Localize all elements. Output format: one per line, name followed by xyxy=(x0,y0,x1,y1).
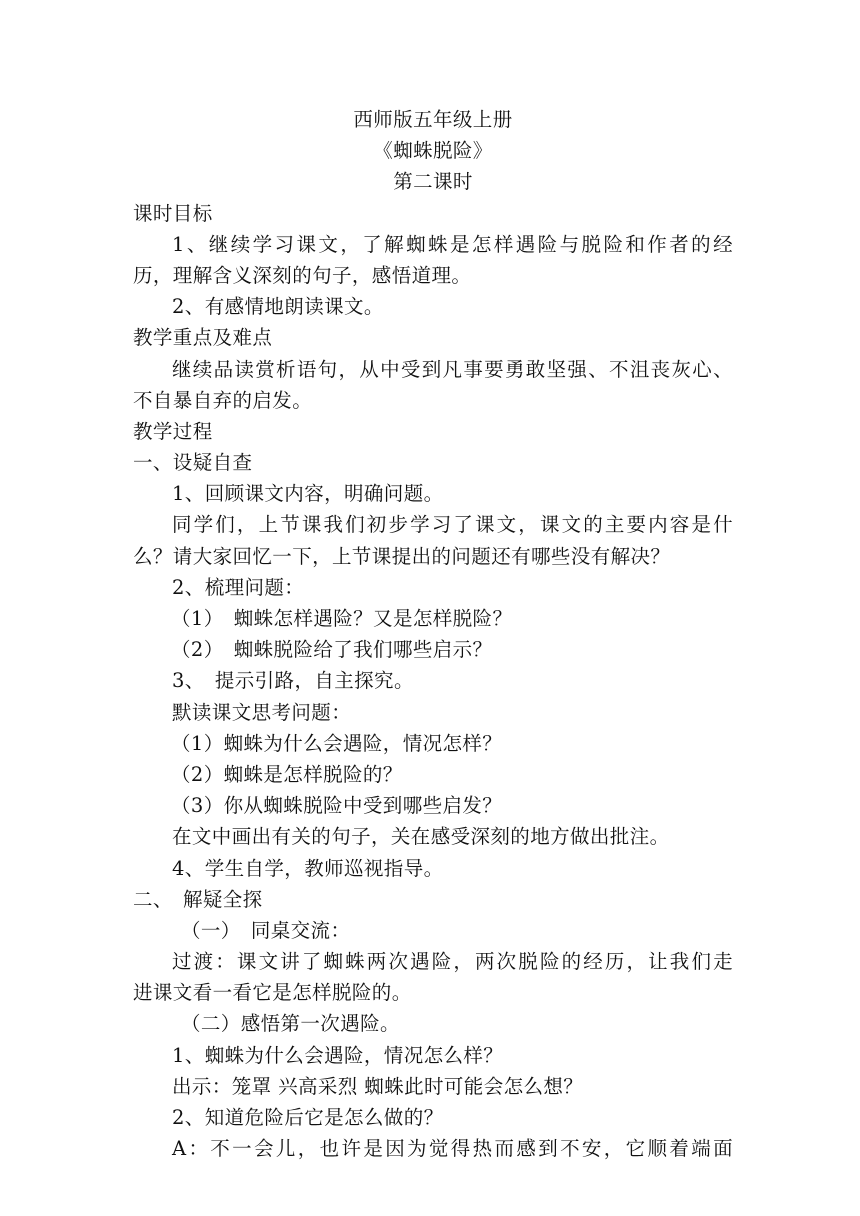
paragraph-line: 默读课文思考问题： xyxy=(172,700,352,724)
paragraph-line: 1、回顾课文内容，明确问题。 xyxy=(172,482,444,506)
paragraph-line: 么？请大家回忆一下，上节课提出的问题还有哪些没有解决？ xyxy=(133,544,671,568)
paragraph-line: A：不一会儿，也许是因为觉得热而感到不安，它顺着端面 xyxy=(172,1137,733,1161)
subsection-heading: 一、设疑自查 xyxy=(133,451,253,475)
subsection-heading: 二、 解疑全探 xyxy=(133,887,263,911)
document-body xyxy=(133,104,733,1164)
list-item: （1） 蜘蛛怎样遇险？又是怎样脱险？ xyxy=(171,607,513,630)
document-title: 《蜘蛛脱险》 xyxy=(373,139,493,163)
paragraph-line: 历，理解含义深刻的句子，感悟道理。 xyxy=(133,263,472,287)
paragraph-line: 2、有感情地朗读课文。 xyxy=(172,295,384,319)
paragraph-line: 不自暴自弃的启发。 xyxy=(133,388,313,412)
list-item: （3）你从蜘蛛脱险中受到哪些启发？ xyxy=(171,794,503,818)
paragraph-line: 进课文看一看它是怎样脱险的。 xyxy=(133,981,412,1005)
document-lesson-number: 第二课时 xyxy=(393,170,473,194)
paragraph-line: 3、 提示引路，自主探究。 xyxy=(172,669,414,693)
paragraph-line: 继续品读赏析语句，从中受到凡事要勇敢坚强、不沮丧灰心、 xyxy=(172,357,733,381)
list-item: （一） 同桌交流： xyxy=(181,918,351,942)
paragraph-line: 过渡：课文讲了蜘蛛两次遇险，两次脱险的经历，让我们走 xyxy=(172,950,733,974)
document-subtitle-grade: 西师版五年级上册 xyxy=(353,108,513,131)
list-item: （1）蜘蛛为什么会遇险，情况怎样？ xyxy=(171,731,503,755)
section-heading-process: 教学过程 xyxy=(133,419,213,443)
paragraph-line: 1、蜘蛛为什么会遇险，情况怎么样？ xyxy=(172,1043,504,1067)
section-heading-objectives: 课时目标 xyxy=(133,201,213,225)
paragraph-line: 2、梳理问题： xyxy=(172,575,305,599)
list-item: （2）蜘蛛是怎样脱险的？ xyxy=(171,762,403,786)
paragraph-line: 在文中画出有关的句子，关在感受深刻的地方做出批注。 xyxy=(172,825,670,849)
paragraph-line: 4、学生自学，教师巡视指导。 xyxy=(172,856,444,880)
paragraph-line: 出示：笼罩 兴高采烈 蜘蛛此时可能会怎么想？ xyxy=(172,1074,584,1098)
paragraph-line: 同学们，上节课我们初步学习了课文，课文的主要内容是什 xyxy=(172,513,733,537)
paragraph-line: 1、继续学习课文，了解蜘蛛是怎样遇险与脱险和作者的经 xyxy=(172,232,733,256)
paragraph-line: 2、知道危险后它是怎么做的？ xyxy=(172,1106,444,1129)
section-heading-key-points: 教学重点及难点 xyxy=(133,326,273,350)
list-item: （2） 蜘蛛脱险给了我们哪些启示？ xyxy=(171,638,493,662)
list-item: （二）感悟第一次遇险。 xyxy=(181,1012,400,1036)
